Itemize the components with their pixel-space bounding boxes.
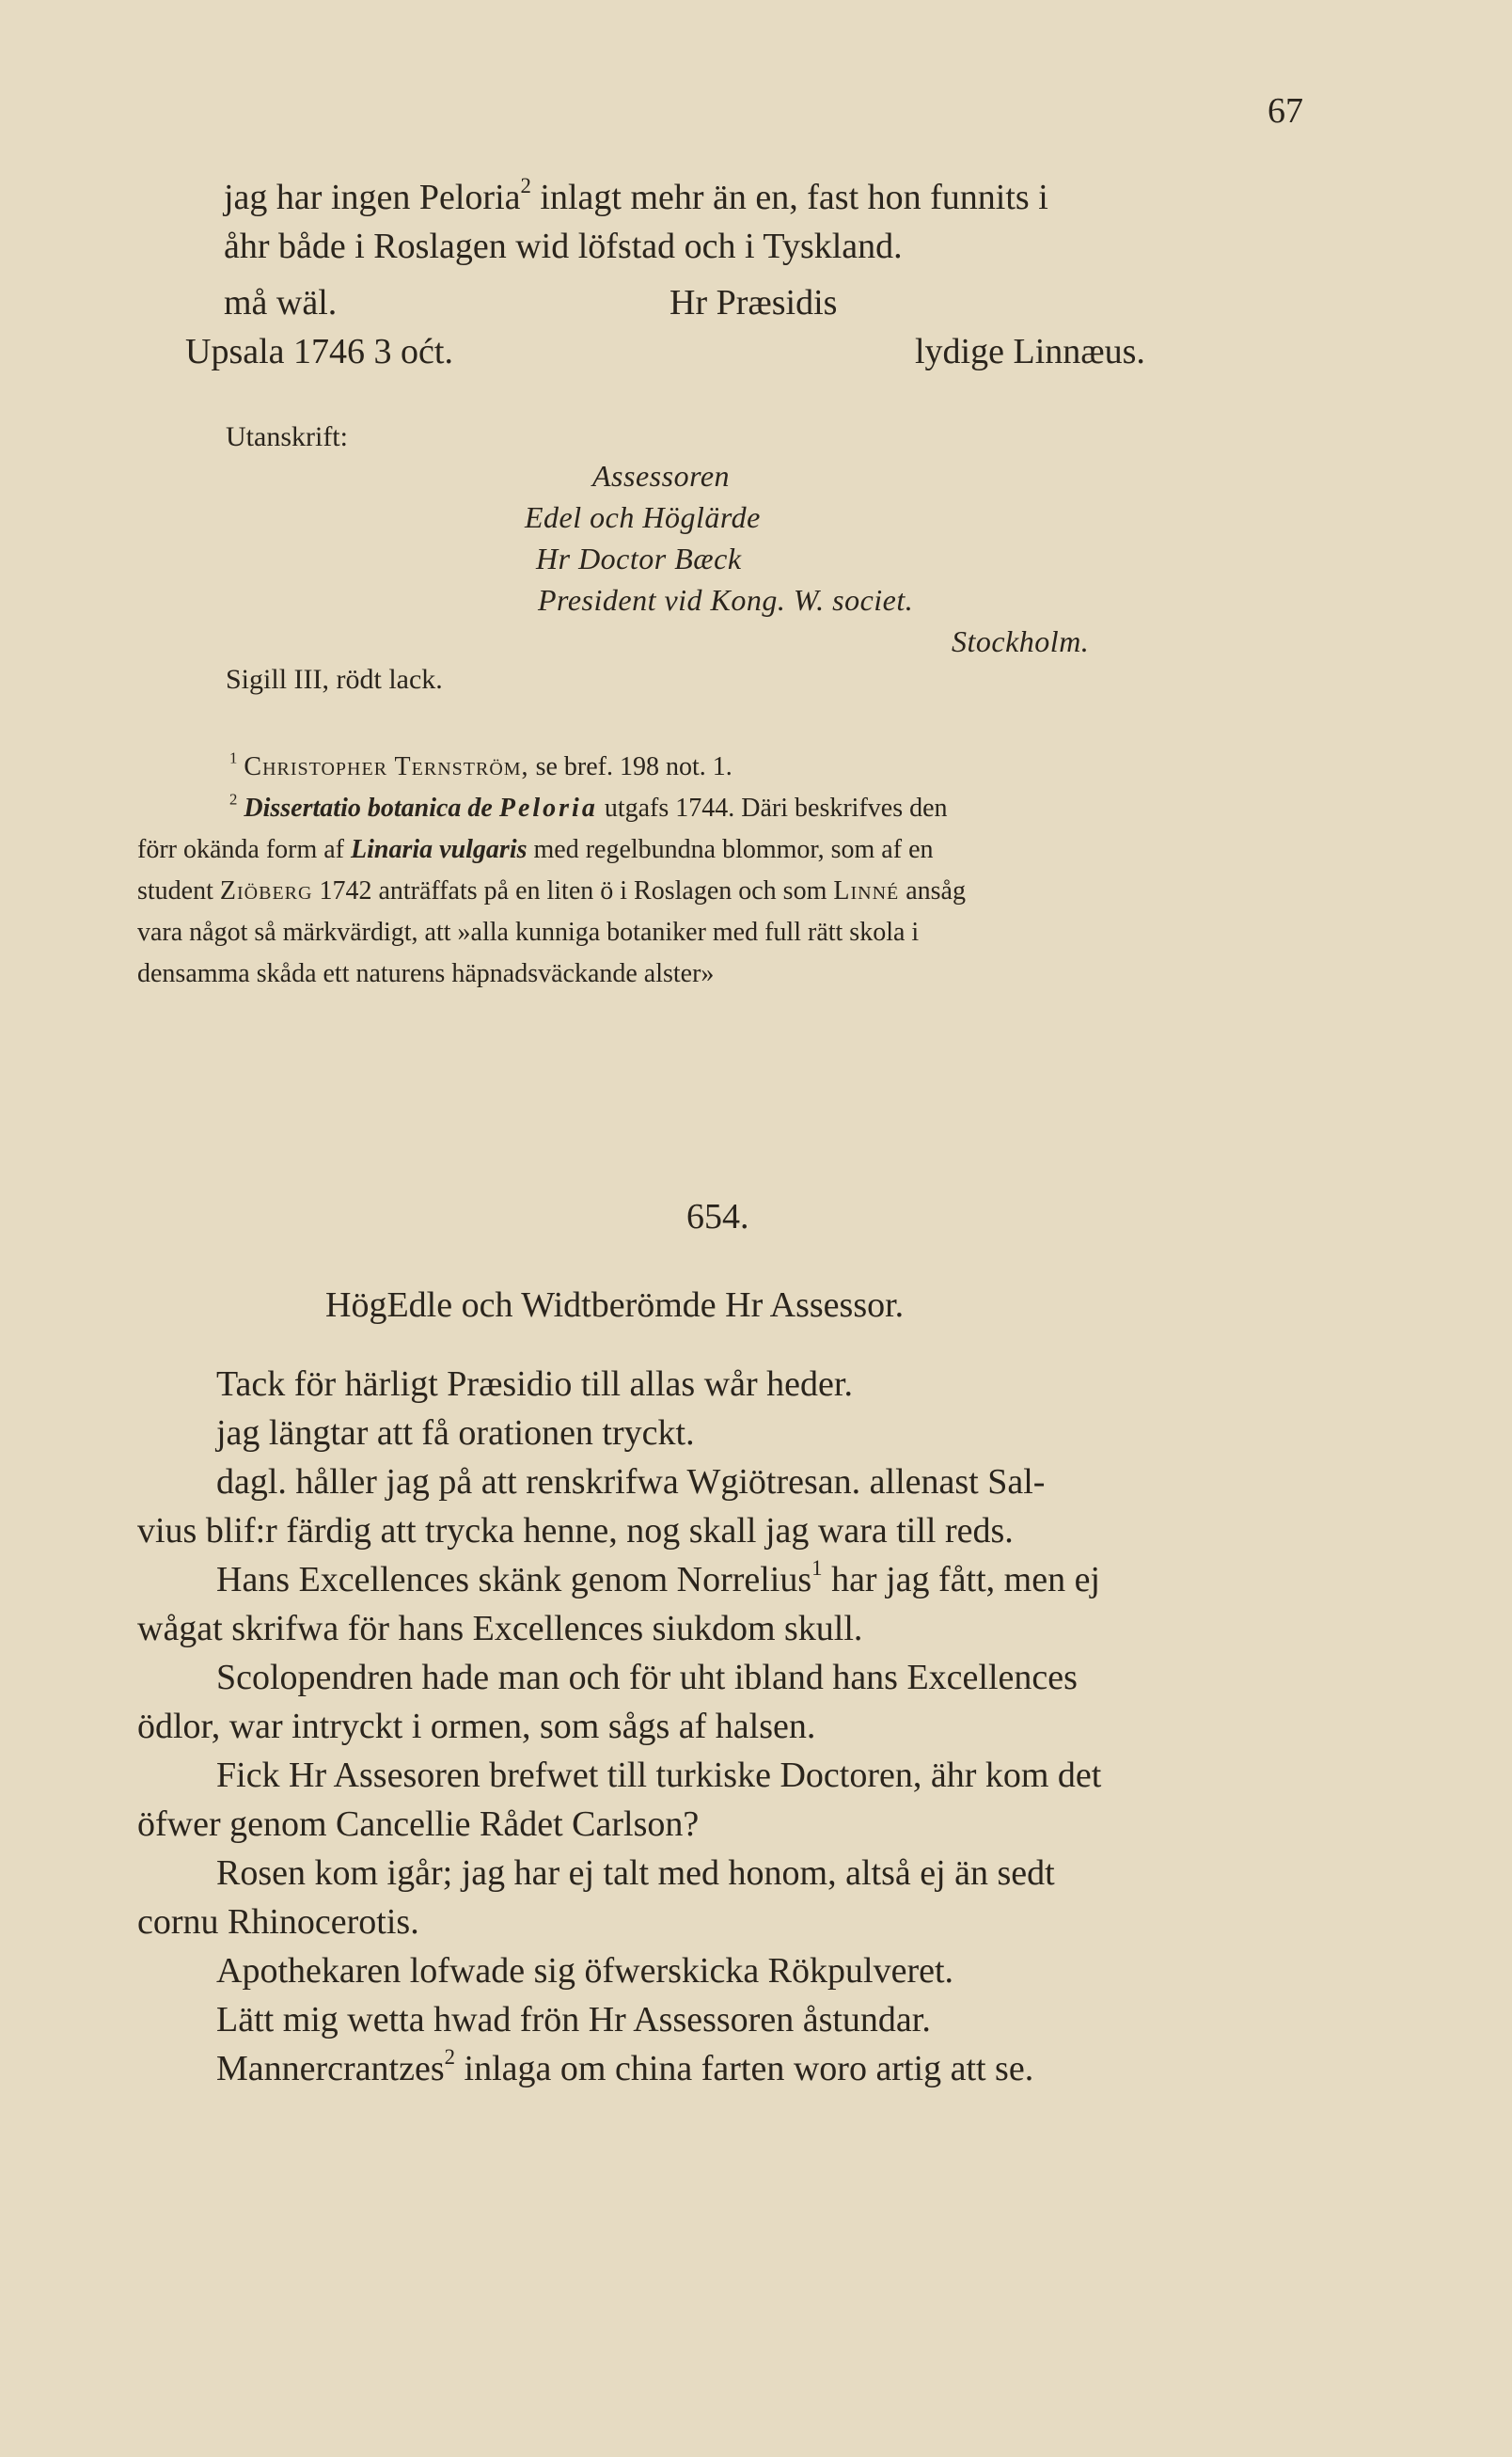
footnote-2-line: student Ziöberg 1742 anträffats på en liten ö i Roslagen och som Linné ansåg [137, 876, 966, 906]
salutation: HögEdle och Widtberömde Hr Assessor. [325, 1285, 905, 1325]
letter-line: Hans Excellences skänk genom Norrelius$^1$ har jag fått, men ej [216, 1555, 1100, 1599]
address-line: Stockholm. [952, 624, 1090, 658]
letter-line: Fick Hr Assesoren brefwet till turkiske Doctoren, ähr kom det [216, 1756, 1102, 1795]
letter-line: wågat skrifwa för hans Excellences siukdom skull. [137, 1609, 863, 1648]
footnote-1: $^1$ Christopher Ternström, se bref. 198 not. 1. [229, 748, 732, 781]
footnote-2-line: densamma skåda ett naturens häpnadsväckande alster» [137, 959, 715, 988]
letter-line: Apothekaren lofwade sig öfwerskicka Rökpulveret. [216, 1951, 954, 1991]
footnote-2-line: förr okända form af Linaria vulgaris med regelbundna blommor, som af en [137, 835, 934, 864]
address-line: Hr Doctor Bæck [536, 542, 742, 575]
letter-line: Mannercrantzes$^2$ inlaga om china farten woro artig att se. [216, 2044, 1034, 2088]
letter-line: dagl. håller jag på att renskrifwa Wgiötresan. allenast Sal- [216, 1462, 1046, 1502]
signature: lydige Linnæus. [915, 332, 1145, 371]
closing-left: må wäl. [224, 283, 338, 323]
letter-line: öfwer genom Cancellie Rådet Carlson? [137, 1804, 700, 1844]
letter-line: Lätt mig wetta hwad frön Hr Assessoren åstundar. [216, 2000, 931, 2040]
place-date: Upsala 1746 3 oćt. [185, 332, 453, 371]
letter-line: Scolopendren hade man och för uht ibland hans Excellences [216, 1658, 1078, 1697]
address-label: Utanskrift: [226, 421, 348, 452]
letter-line: cornu Rhinocerotis. [137, 1902, 419, 1942]
letter-number: 654. [686, 1197, 749, 1236]
address-line: Assessoren [592, 459, 731, 493]
letter-text: jag har ingen Peloria$^2$ inlagt mehr än en, fast hon funnits i [224, 173, 1048, 217]
letter-line: Tack för härligt Præsidio till allas wår heder. [216, 1364, 853, 1404]
letter-line: jag längtar att få orationen tryckt. [216, 1413, 695, 1453]
seal-note: Sigill III, rödt lack. [226, 664, 443, 695]
address-line: Edel och Höglärde [525, 500, 761, 534]
letter-line: Rosen kom igår; jag har ej talt med honom, altså ej än sedt [216, 1853, 1055, 1893]
letter-line: ödlor, war intryckt i ormen, som sågs af halsen. [137, 1707, 816, 1746]
letter-line: åhr både i Roslagen wid löfstad och i Tyskland. [224, 227, 903, 266]
address-line: President vid Kong. W. societ. [538, 583, 914, 617]
letter-line: vius blif:r färdig att trycka henne, nog skall jag wara till reds. [137, 1511, 1014, 1551]
footnote-2-line: vara något så märkvärdigt, att »alla kunniga botaniker med full rätt skola i [137, 918, 920, 947]
letter-line [224, 173, 1350, 218]
page-number: 67 [1268, 91, 1303, 131]
closing-right: Hr Præsidis [669, 283, 838, 323]
footnote-2-line: $^2$ Dissertatio botanica de Peloria utgafs 1744. Däri beskrifves den [229, 790, 948, 823]
